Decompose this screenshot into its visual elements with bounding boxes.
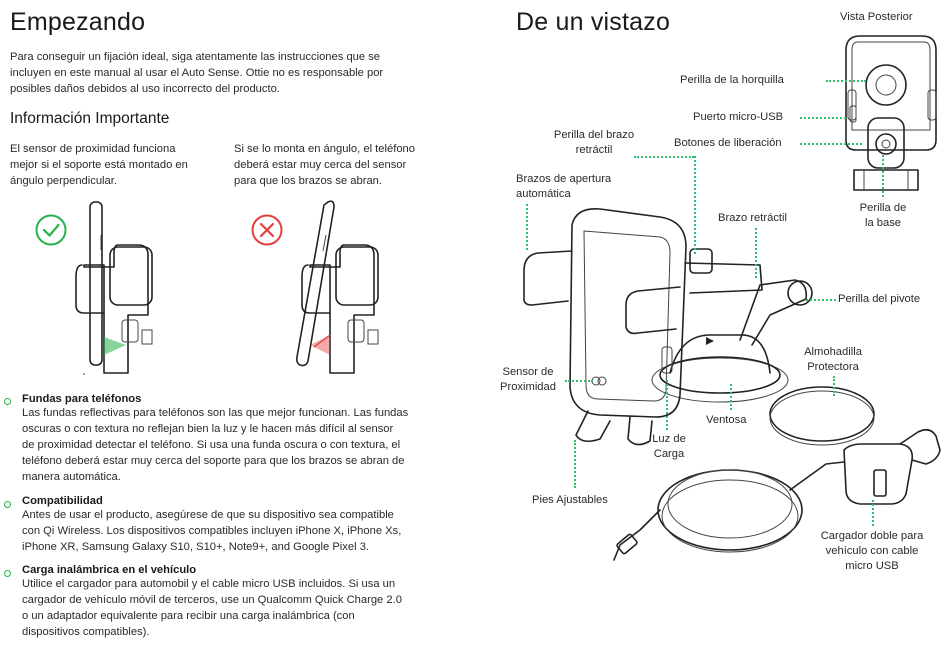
label-charge-light: Luz de Carga xyxy=(652,433,686,460)
label-arm-knob: Perilla del brazo retráctil xyxy=(553,129,635,156)
page-title-right: De un vistazo xyxy=(516,8,671,36)
leader-line xyxy=(800,143,862,145)
bullet-phone-cases: Fundas para teléfonos Las fundas reflectivas para teléfonos son las que mejor funcionan. Las fundas oscuras o con textura no reflejan bien la luz y le hacen más difícil al sensor de proximidad detectar el teléfono. Si usa una funda oscura o con textura, el teléfono deberá estar muy cerca del soporte para que los brazos se abran de manera automática. xyxy=(22,393,409,483)
label-adjustable-feet: Pies Ajustables xyxy=(532,494,608,506)
note-perpendicular: El sensor de proximidad funciona mejor si el soporte está montado en ángulo perpendicular. xyxy=(10,143,188,187)
label-base-knob: Perilla de la base xyxy=(859,202,907,229)
bullet-icon xyxy=(4,570,11,577)
leader-line xyxy=(882,155,884,197)
leader-line xyxy=(800,117,846,119)
label-car-charger: Cargador doble para vehículo con cable micro USB xyxy=(820,530,924,572)
angled-mount-illustration xyxy=(248,195,398,375)
leader-line xyxy=(634,156,694,158)
leader-line xyxy=(565,380,593,382)
leader-line xyxy=(826,80,866,82)
bullet-icon xyxy=(4,501,11,508)
bullet-wireless-charging: Carga inalámbrica en el vehículo Utilice el cargador para automobil y el cable micro USB incluidos. Si usa un cargador de vehículo móvil de terceros, use un Qualcomm Quick Charge 2.0 o un adaptador equivalente para recibir una carga inalámbrica (con dispositivos compatibles). xyxy=(22,564,402,638)
page-title-left: Empezando xyxy=(10,8,146,36)
label-protective-pad: Almohadilla Protectora xyxy=(804,346,862,373)
correct-mount-illustration xyxy=(30,195,180,375)
label-release-buttons: Botones de liberación xyxy=(674,137,782,149)
label-pivot-knob: Perilla del pivote xyxy=(838,293,921,305)
leader-line xyxy=(755,228,757,278)
note-angled: Si se lo monta en ángulo, el teléfono deberá estar muy cerca del sensor para que los brazos se abran. xyxy=(234,143,415,187)
label-proximity-sensor: Sensor de Proximidad xyxy=(500,366,556,393)
leader-line xyxy=(526,204,528,250)
bullet-icon xyxy=(4,398,11,405)
leader-line xyxy=(806,299,836,301)
label-retract-arm: Brazo retráctil xyxy=(718,212,788,224)
label-suction-cup: Ventosa xyxy=(706,414,747,426)
label-fork-knob: Perilla de la horquilla xyxy=(680,74,784,86)
rear-view-label: Vista Posterior xyxy=(840,11,913,23)
rear-view-illustration xyxy=(836,30,946,195)
leader-line xyxy=(574,440,576,488)
leader-line xyxy=(872,500,874,526)
intro-paragraph: Para conseguir un fijación ideal, siga atentamente las instrucciones que se incluyen en este manual al usar el Auto Sense. Ottie no es responsable por posibles daños debidos al uso incorrecto del producto. xyxy=(10,51,384,95)
leader-line xyxy=(833,376,835,396)
leader-line xyxy=(666,380,668,430)
label-auto-arms: Brazos de apertura automática xyxy=(516,173,612,200)
check-icon xyxy=(37,216,66,245)
leader-line xyxy=(694,156,696,254)
bullet-compatibility: Compatibilidad Antes de usar el producto, asegúrese de que su dispositivo sea compatible con Qi Wireless. Los dispositivos compatibles incluyen iPhone X, iPhone Xs, iPhone XR, Samsung Galaxy S10, S10+, Note9+, and Google Pixel 3. xyxy=(22,495,402,553)
leader-line xyxy=(730,384,732,410)
label-usb-port: Puerto micro-USB xyxy=(693,111,784,123)
section-title: Información Importante xyxy=(10,110,170,127)
